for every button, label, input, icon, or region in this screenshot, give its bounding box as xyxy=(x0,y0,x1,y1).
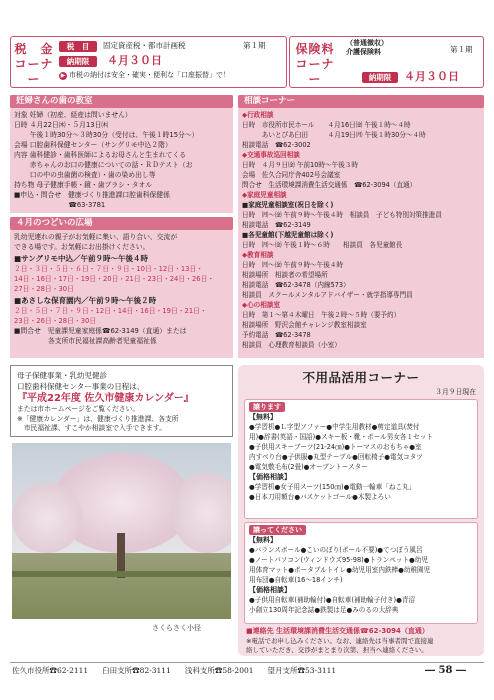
tax-box xyxy=(10,36,287,88)
maternity-line: 口の中の虫歯菌の検査）・歯の染め出し等 xyxy=(14,171,156,179)
tsudoi-intro-line: 乳幼児連れの親子がお気軽に集い、語り合い、交流が xyxy=(14,233,178,241)
calendar-title: 『平成22年度 佐久市健康カレンダー』 xyxy=(17,393,194,404)
fuyo-heading: 不用品活用コーナー xyxy=(302,370,420,385)
tax-due-label: 納期限 xyxy=(59,56,97,67)
maternity-line: 内容 歯科健診・歯科医師によるお母さんと生まれてくる xyxy=(14,151,187,159)
want-cat-price: 【価格相談】 xyxy=(249,586,291,594)
tsudoi-section xyxy=(10,217,233,358)
maternity-line: 日時 ４月22日㈭・５月13日㈭ xyxy=(14,121,109,129)
consult-line: 相談場所 野沢会館チャレンジ教室相談室 xyxy=(242,321,367,329)
want-item-line: ●ノートパソコン(ウィンドウズ95-98)●トランペット●幼児 xyxy=(249,556,428,564)
want-item-line: ●バランスボール●こいのぼり(ポール不要)●てつぼう風呂 xyxy=(249,546,423,554)
maternity-heading: 妊婦さんの歯の教室 xyxy=(10,95,233,108)
tsudoi-intro xyxy=(14,232,229,252)
want-label: 譲ってください xyxy=(249,525,306,535)
asashina-title: ■あさしな保育園内／午前９時～午後２時 xyxy=(14,296,157,305)
consult-section xyxy=(238,95,484,358)
fuyo-contact: ■連絡先 生活環境課消費生活交通係☎62-3094（直通） xyxy=(246,627,429,635)
office-contact: 佐久市役所☎62-2111 xyxy=(12,666,89,675)
date-line: 27日・28日・30日 xyxy=(14,285,74,293)
consult-line: 相談員 スクールメンタルアドバイザー・就学指導専門員 xyxy=(242,291,413,299)
consult-line: 日時 ４月９日㈮ 午前10時～午後３時 xyxy=(242,161,358,169)
checkup-box xyxy=(10,365,233,437)
insurance-due-date: ４月３０日 xyxy=(404,70,459,83)
checkup-line: 母子保健事業・乳幼児健診 xyxy=(17,371,107,380)
checkup-note-line: ※「健康カレンダー」は、健康づくり推進課、各支所 xyxy=(17,414,179,423)
consult-line: 相談電話 ☎62-3149 xyxy=(242,221,311,229)
tax-item-label: 税 目 xyxy=(59,41,97,52)
date-line: 23日・26日・28日・30日 xyxy=(14,317,97,325)
consult-subheading: ◆行政相談 xyxy=(242,111,274,119)
consult-line: 相談場所 相談者の希望場所 xyxy=(242,271,328,279)
consult-line: 日時 第１～第４木曜日 午後２時～５時（要予約） xyxy=(242,311,401,319)
give-box xyxy=(244,399,478,519)
want-box xyxy=(244,522,478,624)
insurance-due-label: 納期限 xyxy=(362,72,398,83)
consult-subheading: ◆交通事故巡回相談 xyxy=(242,151,300,159)
consult-subheading: ■家庭児童相談室(祝日を除く) xyxy=(242,201,334,209)
date-line: ２日・５日・７日・９日・12日・14日・16日・19日・21日・ xyxy=(14,307,207,315)
give-item-line: ●学習机●Ｌ字型ソファー●中学生用教材●剪定道具(焚付 xyxy=(249,423,420,431)
want-item-line: 小創立130周年記念誌●鉄製は足●みのるの大辞典 xyxy=(249,606,399,614)
checkup-note-line: または市ホームページをご覧ください。 xyxy=(17,405,140,413)
fuyo-section xyxy=(238,365,484,656)
page-number: ― 58 ― xyxy=(425,665,466,676)
maternity-line: 会場 口腔歯科保健センター（サングリモ中込２階） xyxy=(14,141,172,149)
office-contact: 望月支所☎53-3111 xyxy=(267,666,337,675)
insurance-item: （普通徴収） 介護保険料 xyxy=(346,39,388,56)
footer xyxy=(12,666,392,676)
tax-item: 固定資産税・都市計画税 xyxy=(103,41,186,50)
give-item-line: ●電気敷毛布(2畳)●オーブントースター xyxy=(249,463,368,471)
contact-line: 各支所市民福祉課高齢者児童福祉係 xyxy=(14,337,157,345)
consult-line: あいとぴあ臼田 ４月19日㈪ 午後１時30分～４時 xyxy=(242,131,426,139)
consult-line: 相談員 心理教育相談員（小室） xyxy=(242,341,341,349)
maternity-body xyxy=(10,108,233,212)
maternity-line: 持ち物 母子健康手帳・鏡・歯ブラシ・タオル xyxy=(14,181,153,189)
tax-title: 税 金 コーナー xyxy=(14,42,54,86)
consult-subheading: ◆教育相談 xyxy=(242,251,274,259)
give-item-line: ●日本刀用額台●バスケットゴール●木製よろい xyxy=(249,493,391,501)
want-item-line: 用布団●自転車(16～18インチ) xyxy=(249,576,343,584)
contact-line: ■問合せ 児童課児童家庭係☎62-3149（直通）または xyxy=(14,327,187,335)
consult-subheading: ◆家庭児童相談 xyxy=(242,191,287,199)
consult-line: 日時 ㈪～㈮ 午前９時～午後４時 xyxy=(242,261,344,269)
cherry-photo xyxy=(12,443,231,619)
arrow-icon: ▶ xyxy=(60,72,66,79)
tax-note: ▶ 市税の納付は安全・確実・便利な「口座振替」で！ xyxy=(60,71,230,79)
want-cat-free: 【無料】 xyxy=(249,536,277,544)
fuyo-date: ３月９日現在 xyxy=(435,388,476,396)
consult-line: 日時 ㈪～㈮ 午後１時～６時 相談員 各児童館長 xyxy=(242,241,403,249)
checkup-note-line: 市民福祉課、すこやか相談室で入手できます。 xyxy=(17,424,166,432)
give-item-line: ●学習机●女子用スーツ(150㎝)●電動一輪車「ねこ丸」 xyxy=(249,483,416,491)
tax-due-date: ４月３０日 xyxy=(107,54,162,67)
consult-line: 予約電話 ☎62-3478 xyxy=(242,331,311,339)
insurance-box xyxy=(289,36,484,88)
consult-body xyxy=(238,108,484,352)
checkup-text xyxy=(17,370,226,392)
tsudoi-heading: ４月のつどいの広場 xyxy=(10,217,233,230)
maternity-line: 午後１時30分～３時30分（受付は、午後１時15分～） xyxy=(14,131,199,139)
want-free-list xyxy=(249,545,473,585)
give-item-line: 用)●辞書(英語・国語)●スキー板・靴・ポール男女各１セット xyxy=(249,433,433,441)
give-cat-price: 【価格相談】 xyxy=(249,473,291,481)
tsudoi-intro-line: できる場です。お気軽にお出掛けください。 xyxy=(14,243,150,251)
sangurimo-title: ■サングリモ中込／午前９時～午後４時 xyxy=(14,254,149,263)
fuyo-note-line: 絡していただき、交渉がまとまり次第、担当へ連絡ください。 xyxy=(246,646,428,654)
footer-rule xyxy=(10,662,484,663)
consult-line: 相談電話 ☎62-3478（内線573） xyxy=(242,281,350,289)
give-item-line: 内すべり台●子供服●丸型テーブル●回転椅子●電気コタツ xyxy=(249,453,423,461)
give-price-list xyxy=(249,482,473,502)
maternity-line: ☎63-3781 xyxy=(14,201,106,209)
date-line: ２日・３日・５日・６日・７日・９日・10日・12日・13日・ xyxy=(14,265,204,273)
photo-caption: さくらさく小径 xyxy=(152,624,201,632)
want-item-line: 用体育マット●ポータブルトイレ●幼児用室内鉄棒●幼稚園児 xyxy=(249,566,431,574)
want-price-list xyxy=(249,595,473,615)
consult-heading: 相談コーナー xyxy=(238,95,484,108)
office-contact: 臼田支所☎82-3111 xyxy=(102,666,171,675)
maternity-section xyxy=(10,95,233,213)
fuyo-notes xyxy=(246,637,433,655)
give-free-list xyxy=(249,422,473,472)
consult-line: 日時 市役所市民ホール ４月16日㈮ 午後１時～４時 xyxy=(242,121,411,129)
tsudoi-contact xyxy=(14,326,229,346)
maternity-line: 赤ちゃんのお口の健康についての話・ＲＤテスト（お xyxy=(14,161,193,169)
insurance-period: 第１期 xyxy=(450,45,473,54)
fuyo-note-line: ※電話でお申し込みください。なお、連絡先は当事者間で直接連 xyxy=(246,637,434,645)
give-item-line: ●子供用スキーブーツ(21-24㎝)●トーマスのおもちゃ●室 xyxy=(249,443,422,451)
give-label: 譲ります xyxy=(249,402,285,412)
date-line: 14日・16日・17日・19日・20日・21日・23日・24日・26日・ xyxy=(14,275,215,283)
tax-period: 第１期 xyxy=(243,41,266,50)
consult-subheading: ■各児童館(下越児童館は除く) xyxy=(242,231,334,239)
maternity-line: 対象 妊婦（初産、経産は問いません） xyxy=(14,111,132,119)
asashina-dates xyxy=(14,306,229,326)
consult-line: 相談電話 ☎62-3002 xyxy=(242,141,311,149)
office-contact: 浅科支所☎58-2001 xyxy=(184,666,254,675)
give-cat-free: 【無料】 xyxy=(249,413,277,421)
consult-line: 会場 佐久合同庁舎402号会議室 xyxy=(242,171,341,179)
want-item-line: ●子供用自転車(補助輪付)●自転車(補助輪子付き)●青沼 xyxy=(249,596,416,604)
consult-line: 日時 ㈪～㈮ 午前９時～午後４時 相談員 子ども特別対策推進員 xyxy=(242,211,442,219)
checkup-notes xyxy=(17,405,226,434)
sangurimo-dates xyxy=(14,264,229,294)
consult-line: 問合せ 生活環境課消費生活交通係 ☎62-3094（直通） xyxy=(242,181,417,189)
checkup-line: 口腔歯科保健センター事業の日程は、 xyxy=(17,382,145,391)
consult-subheading: ◆心の相談室 xyxy=(242,301,281,309)
maternity-line: ■申込・問合せ 健康づくり推進課口腔歯科保健係 xyxy=(14,191,170,199)
insurance-title: 保険料 コーナー xyxy=(295,42,335,86)
